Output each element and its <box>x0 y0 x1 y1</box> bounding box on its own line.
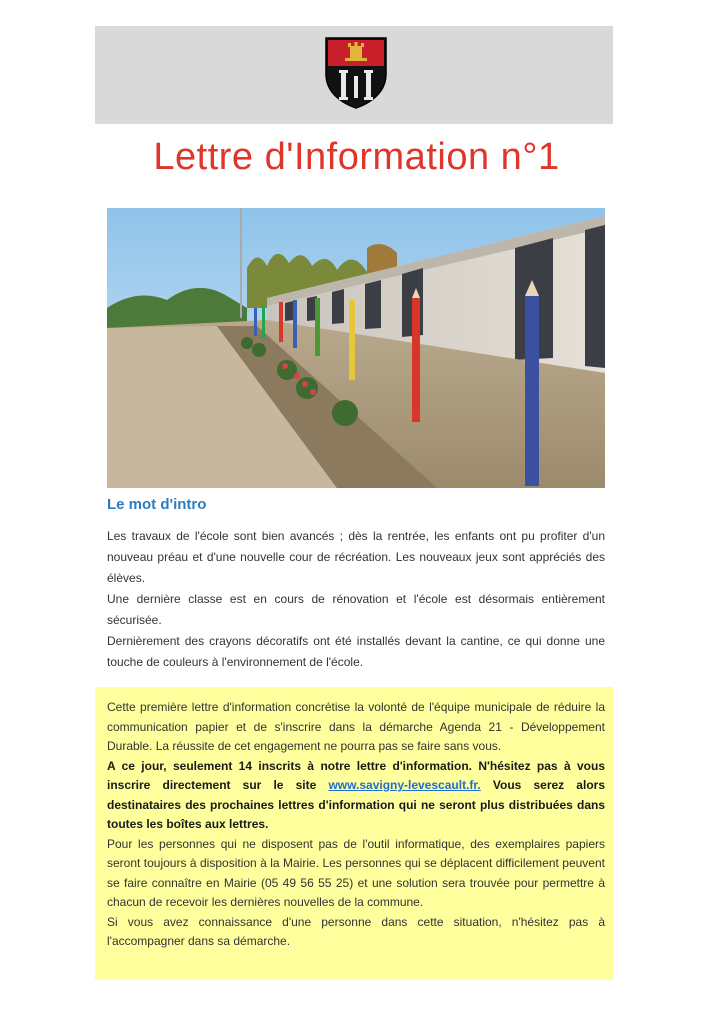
notice-paragraph: Cette première lettre d'information concrétise la volonté de l'équipe municipale de réduire la communication papier et de s'inscrire dans la démarche Agenda 21 - Développement Durable. La réussite de cet engagement ne pourra pas se faire sans vous. <box>107 700 605 753</box>
section-heading: Le mot d'intro <box>107 496 207 513</box>
website-link[interactable]: www.savigny-levescault.fr. <box>328 778 481 792</box>
notice-paragraph: Pour les personnes qui ne disposent pas de l'outil informatique, des exemplaires papiers seront toujours à disposition à la Mairie. Les personnes qui se déplacent difficilement peuvent se faire connaître en Mairie (05 49 56 55 25) et une solution sera trouvée pour permettre à chacun de recevoir les dernières nouvelles de la commune. <box>107 836 605 909</box>
intro-paragraph: Une dernière classe est en cours de rénovation et l'école est désormais entièrement sécurisée. <box>107 592 605 627</box>
intro-paragraph: Dernièrement des crayons décoratifs ont été installés devant la cantine, ce qui donne une touche de couleurs à l'environnement de l'école. <box>107 634 605 669</box>
intro-paragraph: Les travaux de l'école sont bien avancés ; dès la rentrée, les enfants ont pu profiter d'un nouveau préau et d'une nouvelle cour de récréation. Les nouveaux jeux sont appréciés des élèves. <box>107 529 605 585</box>
subscribe-text-start: A ce jour, seulement 14 inscrits à notre lettre d'information. N'hésitez pas à vous inscrire directement sur le site <box>107 758 605 792</box>
newsletter-title: Lettre d'Information n°1 <box>153 136 560 178</box>
school-photo <box>107 208 605 488</box>
notice-paragraph: Si vous avez connaissance d'une personne dans cette situation, n'hésitez pas à l'accompagner dans sa démarche. <box>107 914 605 948</box>
coat-of-arms-logo <box>323 36 389 110</box>
intro-text <box>107 526 605 673</box>
notice-text <box>107 698 605 952</box>
subscribe-paragraph <box>107 757 605 835</box>
subscribe-text-end: Vous serez alors destinataires des prochaines lettres d'information qui ne seront plus distribuées dans toutes les boîtes aux lettres. <box>107 778 605 831</box>
